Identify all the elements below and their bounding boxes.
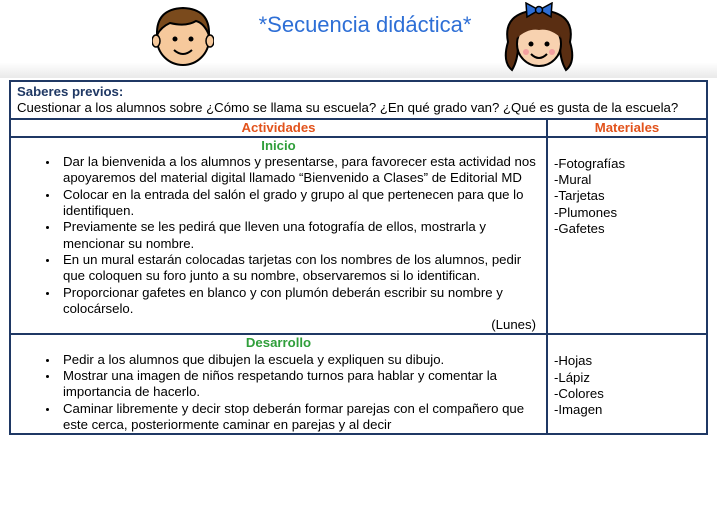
material-item: -Fotografías [554, 155, 626, 171]
material-item: -Tarjetas [554, 188, 605, 204]
list-item: • Mostrar una imagen de niños respetando turnos para hablar y comentar la importancia de hacerlo. [59, 368, 538, 401]
desarrollo-materials [547, 334, 707, 434]
material-item: -Lápiz [554, 369, 590, 385]
material-item: -Hojas [554, 353, 593, 369]
inicio-row [10, 137, 707, 335]
desarrollo-list [11, 352, 546, 433]
saberes-heading: Saberes previos: [17, 84, 124, 99]
page-title: *Secuencia didáctica* [258, 12, 472, 37]
header-row [10, 119, 707, 137]
list-item: • Proporcionar gafetes en blanco y con plumón deberán escribir su nombre y colocárselo. [59, 285, 538, 318]
day-label: (Lunes) [491, 317, 536, 333]
saberes-cell [10, 81, 707, 119]
list-item: • Previamente se les pedirá que lleven una fotografía de ellos, mostrarla y mencionar su nombre. [59, 219, 538, 252]
material-item: -Imagen [554, 402, 603, 418]
material-item: -Colores [554, 386, 604, 402]
list-item: • Caminar libremente y decir stop deberán formar parejas con el compañero que este cerca, posteriormente caminar en parejas y al decir [59, 401, 538, 434]
list-item: • Colocar en la entrada del salón el grado y grupo al que pertenecen para que lo identifiquen. [59, 187, 538, 220]
material-item: -Mural [554, 172, 592, 188]
inicio-activities [10, 137, 547, 335]
list-item: • Pedir a los alumnos que dibujen la escuela y expliquen su dibujo. [59, 352, 538, 368]
material-item: -Gafetes [554, 221, 605, 237]
lesson-table [9, 80, 708, 435]
list-item: • Dar la bienvenida a los alumnos y presentarse, para favorecer esta actividad nos apoyaremos del material digital llamado “Bienvenido a Clases” de Editorial MD [59, 154, 538, 187]
saberes-text: Cuestionar a los alumnos sobre ¿Cómo se llama su escuela? ¿En qué grado van? ¿Qué es gusta de la escuela? [17, 100, 679, 116]
desarrollo-activities [10, 334, 547, 434]
desarrollo-row [10, 334, 707, 434]
material-item: -Plumones [554, 204, 618, 220]
inicio-list [11, 154, 546, 317]
col-header-actividades: Actividades [10, 119, 547, 137]
list-item: • En un mural estarán colocadas tarjetas con los nombres de los alumnos, pedir que coloquen su foro junto a su nombre, observaremos si lo identifican. [59, 252, 538, 285]
saberes-row [10, 81, 707, 119]
desarrollo-label: Desarrollo [245, 335, 312, 351]
col-header-materiales: Materiales [547, 119, 707, 137]
inicio-materials [547, 137, 707, 335]
inicio-label: Inicio [261, 137, 296, 153]
boy-face-icon [152, 1, 214, 67]
girl-face-icon [500, 2, 578, 74]
